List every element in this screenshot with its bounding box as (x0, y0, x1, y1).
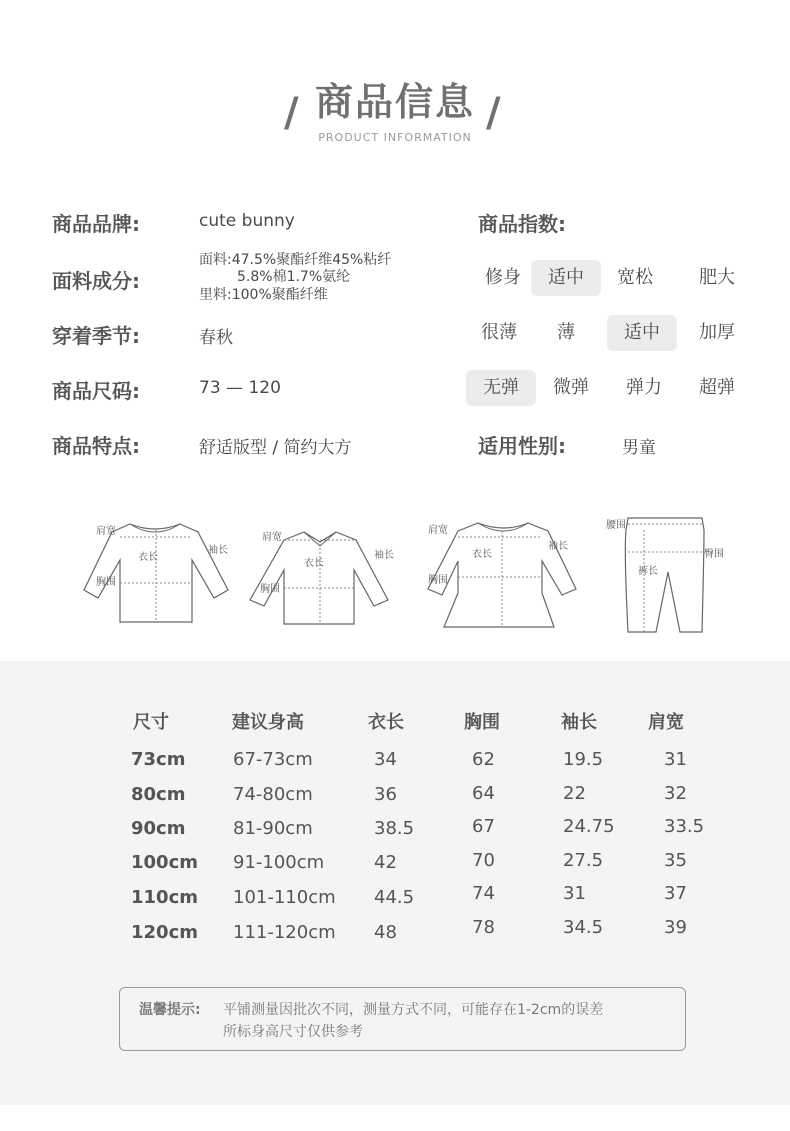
table-cell: 74-80cm (233, 784, 313, 805)
tip-box (119, 987, 686, 1051)
table-cell: 31 (664, 749, 687, 770)
table-cell: 34.5 (563, 917, 604, 938)
collar-shirt-diagram (248, 522, 398, 632)
table-cell: 67 (472, 816, 495, 837)
table-cell: 100cm (131, 852, 198, 873)
table-header: 胸围 (464, 712, 500, 733)
dress-sleeve-text: 袖长 (548, 541, 568, 552)
table-cell: 74 (472, 883, 495, 904)
table-cell: 19.5 (563, 749, 604, 770)
table-header: 衣长 (368, 712, 404, 733)
table-cell: 27.5 (563, 850, 604, 871)
tip-line-2: 所标身高尺寸仅供参考 (223, 1024, 363, 1040)
fabric-line-1: 面料:47.5%聚酯纤维45%粘纤 (199, 252, 392, 268)
table-header: 肩宽 (648, 712, 684, 733)
title-en: PRODUCT INFORMATION (318, 131, 472, 144)
table-cell: 64 (472, 783, 495, 804)
collar-shoulder-text: 肩宽 (262, 532, 282, 543)
dress-diagram (424, 515, 584, 635)
thickness-option-4: 加厚 (699, 322, 735, 343)
table-cell: 110cm (131, 887, 198, 908)
table-cell: 81-90cm (233, 818, 313, 839)
pants-hip-text: 臀围 (704, 549, 724, 560)
tee-sleeve-text: 袖长 (208, 545, 228, 556)
dress-length-text: 衣长 (472, 549, 492, 560)
tee-length-text: 衣长 (138, 552, 158, 563)
table-cell: 111-120cm (233, 922, 336, 943)
collar-chest-text: 胸围 (260, 584, 280, 595)
fit-option-2: 适中 (531, 260, 601, 296)
fit-option-4: 肥大 (699, 267, 735, 288)
thickness-option-3: 适中 (607, 315, 677, 351)
table-cell: 31 (563, 883, 586, 904)
table-cell: 73cm (131, 749, 186, 770)
feature-value: 舒适版型 / 简约大方 (199, 438, 352, 458)
table-cell: 67-73cm (233, 749, 313, 770)
title-slash-right: / (486, 90, 501, 136)
pants-length-text: 裤长 (638, 566, 658, 577)
season-label: 穿着季节: (52, 324, 140, 348)
table-cell: 34 (374, 749, 397, 770)
table-cell: 37 (664, 883, 687, 904)
season-value: 春秋 (199, 328, 233, 348)
table-cell: 91-100cm (233, 852, 325, 873)
table-cell: 22 (563, 783, 586, 804)
brand-value: cute bunny (199, 211, 295, 231)
tee-chest-text: 胸围 (96, 577, 116, 588)
gender-label: 适用性别: (478, 434, 566, 458)
dress-shoulder-text: 肩宽 (428, 525, 448, 536)
table-cell: 39 (664, 917, 687, 938)
section-title (0, 78, 790, 126)
elasticity-option-3: 弹力 (626, 377, 662, 398)
table-cell: 78 (472, 917, 495, 938)
feature-label: 商品特点: (52, 434, 140, 458)
table-cell: 70 (472, 850, 495, 871)
table-header: 建议身高 (232, 712, 304, 733)
table-cell: 62 (472, 749, 495, 770)
pants-waist-text: 腰围 (606, 520, 626, 531)
table-cell: 32 (664, 783, 687, 804)
elasticity-option-2: 微弹 (553, 377, 589, 398)
table-cell: 80cm (131, 784, 186, 805)
table-cell: 35 (664, 850, 687, 871)
collar-length-text: 衣长 (304, 558, 324, 569)
index-label: 商品指数: (478, 212, 566, 236)
size-range-value: 73 — 120 (199, 378, 281, 398)
gender-value: 男童 (622, 438, 656, 458)
title-slash-left: / (284, 90, 299, 136)
thickness-option-1: 很薄 (481, 322, 517, 343)
fabric-line-3: 里料:100%聚酯纤维 (199, 287, 328, 303)
elasticity-option-4: 超弹 (699, 377, 735, 398)
table-header: 袖长 (561, 712, 597, 733)
table-cell: 24.75 (563, 816, 615, 837)
title-cn: 商品信息 (314, 80, 475, 124)
fit-option-1: 修身 (485, 267, 521, 288)
size-range-label: 商品尺码: (52, 379, 140, 403)
table-cell: 120cm (131, 922, 198, 943)
table-cell: 101-110cm (233, 887, 336, 908)
table-cell: 42 (374, 852, 397, 873)
brand-label: 商品品牌: (52, 212, 140, 236)
table-cell: 90cm (131, 818, 186, 839)
table-cell: 44.5 (374, 887, 415, 908)
fabric-label: 面料成分: (52, 269, 140, 293)
tip-line-1: 平铺测量因批次不同，测量方式不同，可能存在1-2cm的误差 (223, 1002, 604, 1018)
pants-diagram (604, 512, 734, 637)
fit-option-3: 宽松 (617, 267, 653, 288)
dress-chest-text: 胸围 (428, 575, 448, 586)
table-cell: 48 (374, 922, 397, 943)
collar-sleeve-text: 袖长 (374, 550, 394, 561)
tip-label: 温馨提示: (139, 1002, 201, 1018)
table-cell: 33.5 (664, 816, 705, 837)
thickness-option-2: 薄 (557, 322, 575, 343)
tee-diagram (80, 510, 240, 635)
fabric-line-2: 5.8%棉1.7%氨纶 (237, 269, 351, 285)
elasticity-option-1: 无弹 (466, 370, 536, 406)
tee-shoulder-text: 肩宽 (96, 526, 116, 537)
table-cell: 38.5 (374, 818, 415, 839)
table-header: 尺寸 (133, 712, 169, 733)
table-cell: 36 (374, 784, 397, 805)
